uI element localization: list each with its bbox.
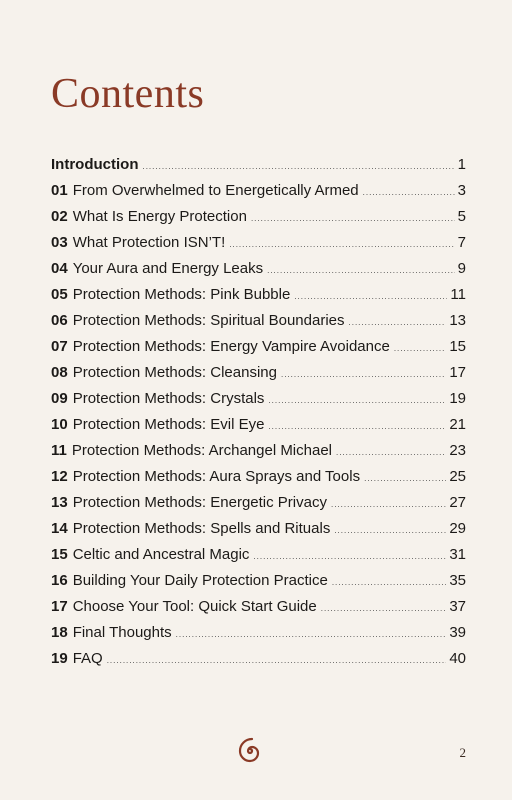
chapter-title: Protection Methods: Spiritual Boundaries: [72, 312, 345, 329]
dot-leader: [332, 570, 446, 596]
chapter-number: 17: [51, 598, 68, 615]
spiral-icon: [234, 735, 266, 767]
chapter-number: 05: [51, 286, 68, 303]
chapter-title: Celtic and Ancestral Magic: [72, 546, 250, 563]
dot-leader: [321, 596, 447, 622]
chapter-title: Choose Your Tool: Quick Start Guide: [72, 598, 317, 615]
toc-entry[interactable]: [51, 360, 466, 386]
chapter-title: Final Thoughts: [72, 624, 172, 641]
page-ref: 40: [449, 650, 466, 667]
chapter-title: Protection Methods: Energy Vampire Avoidance: [72, 338, 390, 355]
chapter-number: 16: [51, 572, 68, 589]
toc-entry[interactable]: [51, 464, 466, 490]
toc-entry[interactable]: [51, 438, 466, 464]
page-ref: 29: [449, 520, 466, 537]
chapter-title: What Is Energy Protection: [72, 208, 247, 225]
toc-entry[interactable]: [51, 412, 466, 438]
page-ref: 25: [449, 468, 466, 485]
chapter-number: 13: [51, 494, 68, 511]
dot-leader: [294, 284, 447, 310]
chapter-title: Protection Methods: Evil Eye: [72, 416, 265, 433]
chapter-number: 19: [51, 650, 68, 667]
chapter-title: Protection Methods: Spells and Rituals: [72, 520, 331, 537]
chapter-number: 14: [51, 520, 68, 537]
page-ref: 35: [449, 572, 466, 589]
dot-leader: [142, 154, 454, 180]
toc-entry[interactable]: [51, 334, 466, 360]
toc-entry[interactable]: [51, 204, 466, 230]
page-ref: 21: [449, 416, 466, 433]
dot-leader: [331, 492, 446, 518]
toc-entry[interactable]: [51, 308, 466, 334]
dot-leader: [349, 310, 447, 336]
dot-leader: [364, 466, 446, 492]
page-ref: 17: [449, 364, 466, 381]
dot-leader: [336, 440, 446, 466]
chapter-number: 02: [51, 208, 68, 225]
chapter-number: 06: [51, 312, 68, 329]
dot-leader: [176, 622, 447, 648]
chapter-number: 15: [51, 546, 68, 563]
dot-leader: [281, 362, 446, 388]
toc-entry[interactable]: [51, 542, 466, 568]
toc-entry[interactable]: [51, 282, 466, 308]
page-ref: 27: [449, 494, 466, 511]
table-of-contents: [51, 152, 466, 672]
page-ref: 19: [449, 390, 466, 407]
toc-entry[interactable]: [51, 594, 466, 620]
chapter-title: Protection Methods: Energetic Privacy: [72, 494, 327, 511]
toc-entry[interactable]: [51, 516, 466, 542]
chapter-title: FAQ: [72, 650, 103, 667]
dot-leader: [268, 388, 446, 414]
dot-leader: [363, 180, 455, 206]
toc-entry[interactable]: [51, 620, 466, 646]
toc-entry[interactable]: [51, 152, 466, 178]
page-ref: 39: [449, 624, 466, 641]
chapter-title: Protection Methods: Crystals: [72, 390, 265, 407]
chapter-title: What Protection ISN’T!: [72, 234, 226, 251]
chapter-title: Introduction: [51, 156, 139, 173]
toc-entry[interactable]: [51, 386, 466, 412]
toc-entry[interactable]: [51, 230, 466, 256]
page-ref: 11: [450, 286, 466, 303]
page-ref: 9: [457, 260, 466, 277]
chapter-number: 03: [51, 234, 68, 251]
chapter-number: 04: [51, 260, 68, 277]
toc-entry[interactable]: [51, 256, 466, 282]
dot-leader: [394, 336, 447, 362]
dot-leader: [268, 414, 446, 440]
dot-leader: [107, 648, 447, 674]
toc-entry[interactable]: [51, 568, 466, 594]
page-ref: 15: [449, 338, 466, 355]
dot-leader: [251, 206, 455, 232]
toc-entry[interactable]: [51, 646, 466, 672]
chapter-title: Protection Methods: Cleansing: [72, 364, 277, 381]
chapter-number: 12: [51, 468, 68, 485]
chapter-title: Protection Methods: Aura Sprays and Tools: [72, 468, 361, 485]
chapter-title: Building Your Daily Protection Practice: [72, 572, 328, 589]
toc-entry[interactable]: [51, 490, 466, 516]
dot-leader: [253, 544, 446, 570]
page-number: 2: [459, 745, 466, 760]
page-ref: 37: [449, 598, 466, 615]
chapter-title: Protection Methods: Pink Bubble: [72, 286, 291, 303]
chapter-number: 09: [51, 390, 68, 407]
page-ref: 7: [457, 234, 466, 251]
page-ref: 13: [449, 312, 466, 329]
page-ref: 23: [449, 442, 466, 459]
page-ref: 5: [457, 208, 466, 225]
dot-leader: [229, 232, 454, 258]
chapter-title: Protection Methods: Archangel Michael: [71, 442, 333, 459]
page-ref: 3: [457, 182, 466, 199]
page-ref: 1: [457, 156, 466, 173]
chapter-number: 07: [51, 338, 68, 355]
chapter-title: Your Aura and Energy Leaks: [72, 260, 264, 277]
dot-leader: [334, 518, 446, 544]
chapter-number: 01: [51, 182, 68, 199]
chapter-number: 10: [51, 416, 68, 433]
chapter-title: From Overwhelmed to Energetically Armed: [72, 182, 359, 199]
chapter-number: 08: [51, 364, 68, 381]
chapter-number: 11: [51, 442, 67, 459]
chapter-number: 18: [51, 624, 68, 641]
page-ref: 31: [449, 546, 466, 563]
dot-leader: [267, 258, 455, 284]
toc-entry[interactable]: [51, 178, 466, 204]
page-title: Contents: [51, 71, 205, 117]
